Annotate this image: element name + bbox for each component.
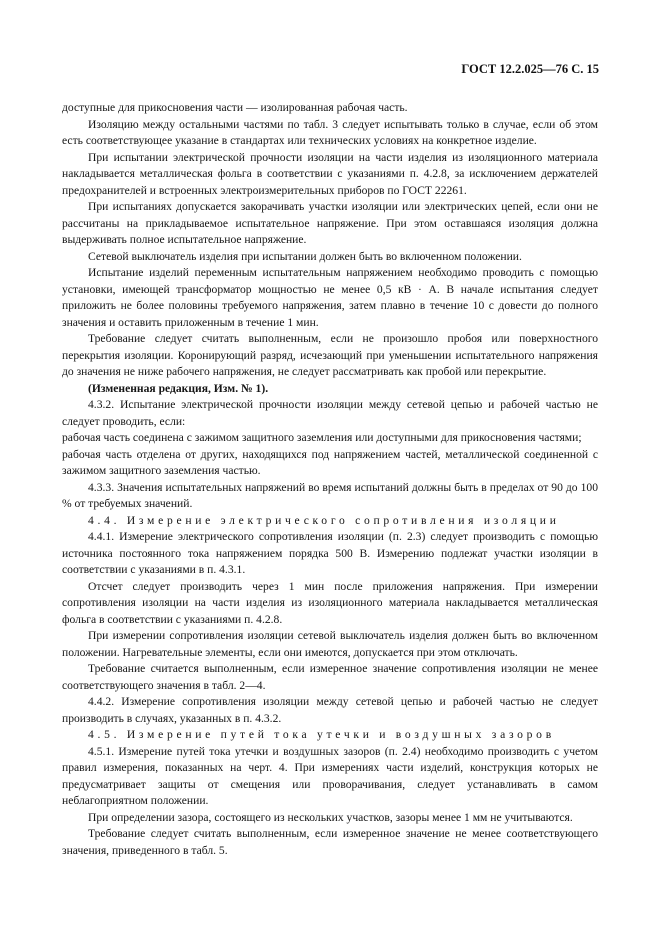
paragraph-foil-test: При испытании электрической прочности изоляции на части изделия из изоляционного материала накладывается металлическая фольга в соответствии с указаниями п. 4.2.8, за исключением держателей предохранителей и встроенных электроизмерительных приборов по ГОСТ 22261.: [62, 150, 598, 197]
amendment-note: (Измененная редакция, Изм. № 1).: [88, 381, 269, 395]
paragraph-4-4-2: 4.4.2. Измерение сопротивления изоляции между сетевой цепью и рабочей частью не следует производить в случаях, указанных в п. 4.3.2.: [62, 695, 598, 725]
paragraph-condition-2: рабочая часть отделена от других, находящихся под напряжением частей, металлической соединенной с зажимом защитного заземления частью.: [62, 447, 598, 477]
paragraph-switch-on: При измерении сопротивления изоляции сетевой выключатель изделия должен быть во включенном положении. Нагревательные элементы, если они имеются, допускается при этом отключать.: [62, 629, 598, 659]
page-header-reference: ГОСТ 12.2.025—76 С. 15: [461, 62, 599, 76]
paragraph-4-5-1: 4.5.1. Измерение путей тока утечки и воздушных зазоров (п. 2.4) необходимо производить с учетом правил измерения, показанных на черт. 4. При измерениях части изделий, конструкция которых не предусматривает защиты от смещения или проворачивания, следует устанавливать в самом неблагоприятном положении.: [62, 744, 598, 807]
paragraph-condition-1: рабочая часть соединена с зажимом защитного заземления или доступными для прикосновения частями;: [62, 431, 582, 444]
paragraph-4-3-2: 4.3.2. Испытание электрической прочности изоляции между сетевой цепью и рабочей частью не следует проводить, если:: [62, 398, 598, 428]
paragraph-mains-switch: Сетевой выключатель изделия при испытании должен быть во включенном положении.: [88, 249, 522, 263]
paragraph-requirement-breakdown: Требование следует считать выполненным, если не произошло пробоя или поверхностного перекрытия изоляции. Коронирующий разряд, исчезающий при уменьшении испытательного напряжения до значения не ниже рабочего напряжения, не следует рассматривать как пробой или перекрытие.: [62, 332, 598, 378]
paragraph-insulation-table-3: Изоляцию между остальными частями по табл. 3 следует испытывать только в случае, если об этом есть соответствующее указание в стандартах или технических условиях на конкретное изделие.: [62, 117, 598, 147]
paragraph-short-circuit: При испытаниях допускается закорачивать участки изоляции или электрических цепей, если они не рассчитаны на прикладываемое испытательное напряжение. При этом оставшаяся изоляция должна выдерживать полное испытательное напряжение.: [62, 200, 598, 246]
paragraph-continuation: доступные для прикосновения части — изолированная рабочая часть.: [62, 101, 408, 114]
paragraph-requirement-resistance: Требование считается выполненным, если измеренное значение сопротивления изоляции не менее соответствующего значения в табл. 2—4.: [62, 662, 598, 692]
paragraph-4-4-1: 4.4.1. Измерение электрического сопротивления изоляции (п. 2.3) следует производить с помощью источника постоянного тока напряжением порядка 500 В. Измерению подлежат участки изоляции в соответствии с указаниями в п. 4.3.1.: [62, 530, 598, 576]
document-body: [62, 100, 598, 859]
paragraph-reading: Отсчет следует производить через 1 мин после приложения напряжения. При измерении сопротивления изоляции на части изделия из изоляционного материала накладывается металлическая фольга в соответствии с указаниями п. 4.2.8.: [62, 579, 598, 626]
paragraph-requirement-table-5: Требование следует считать выполненным, если измеренное значение не менее соответствующего значения, приведенного в табл. 5.: [62, 827, 598, 857]
section-heading-4-5: 4.5. Измерение путей тока утечки и воздушных зазоров: [88, 728, 555, 741]
section-heading-4-4: 4.4. Измерение электрического сопротивления изоляции: [88, 513, 560, 527]
paragraph-amendment: [62, 381, 598, 398]
paragraph-gap: При определении зазора, состоящего из нескольких участков, зазоры менее 1 мм не учитываются.: [88, 810, 573, 824]
paragraph-ac-test: Испытание изделий переменным испытательным напряжением необходимо проводить с помощью установки, имеющей трансформатор мощностью не менее 0,5 кВ · А. В начале испытания следует приложить не более половины требуемого напряжения, затем плавно в течение 10 с довести до полного значения и оставить приложенным в течение 1 мин.: [62, 266, 598, 329]
paragraph-4-3-3: 4.3.3. Значения испытательных напряжений во время испытаний должны быть в пределах от 90 до 100 % от требуемых значений.: [62, 480, 598, 510]
